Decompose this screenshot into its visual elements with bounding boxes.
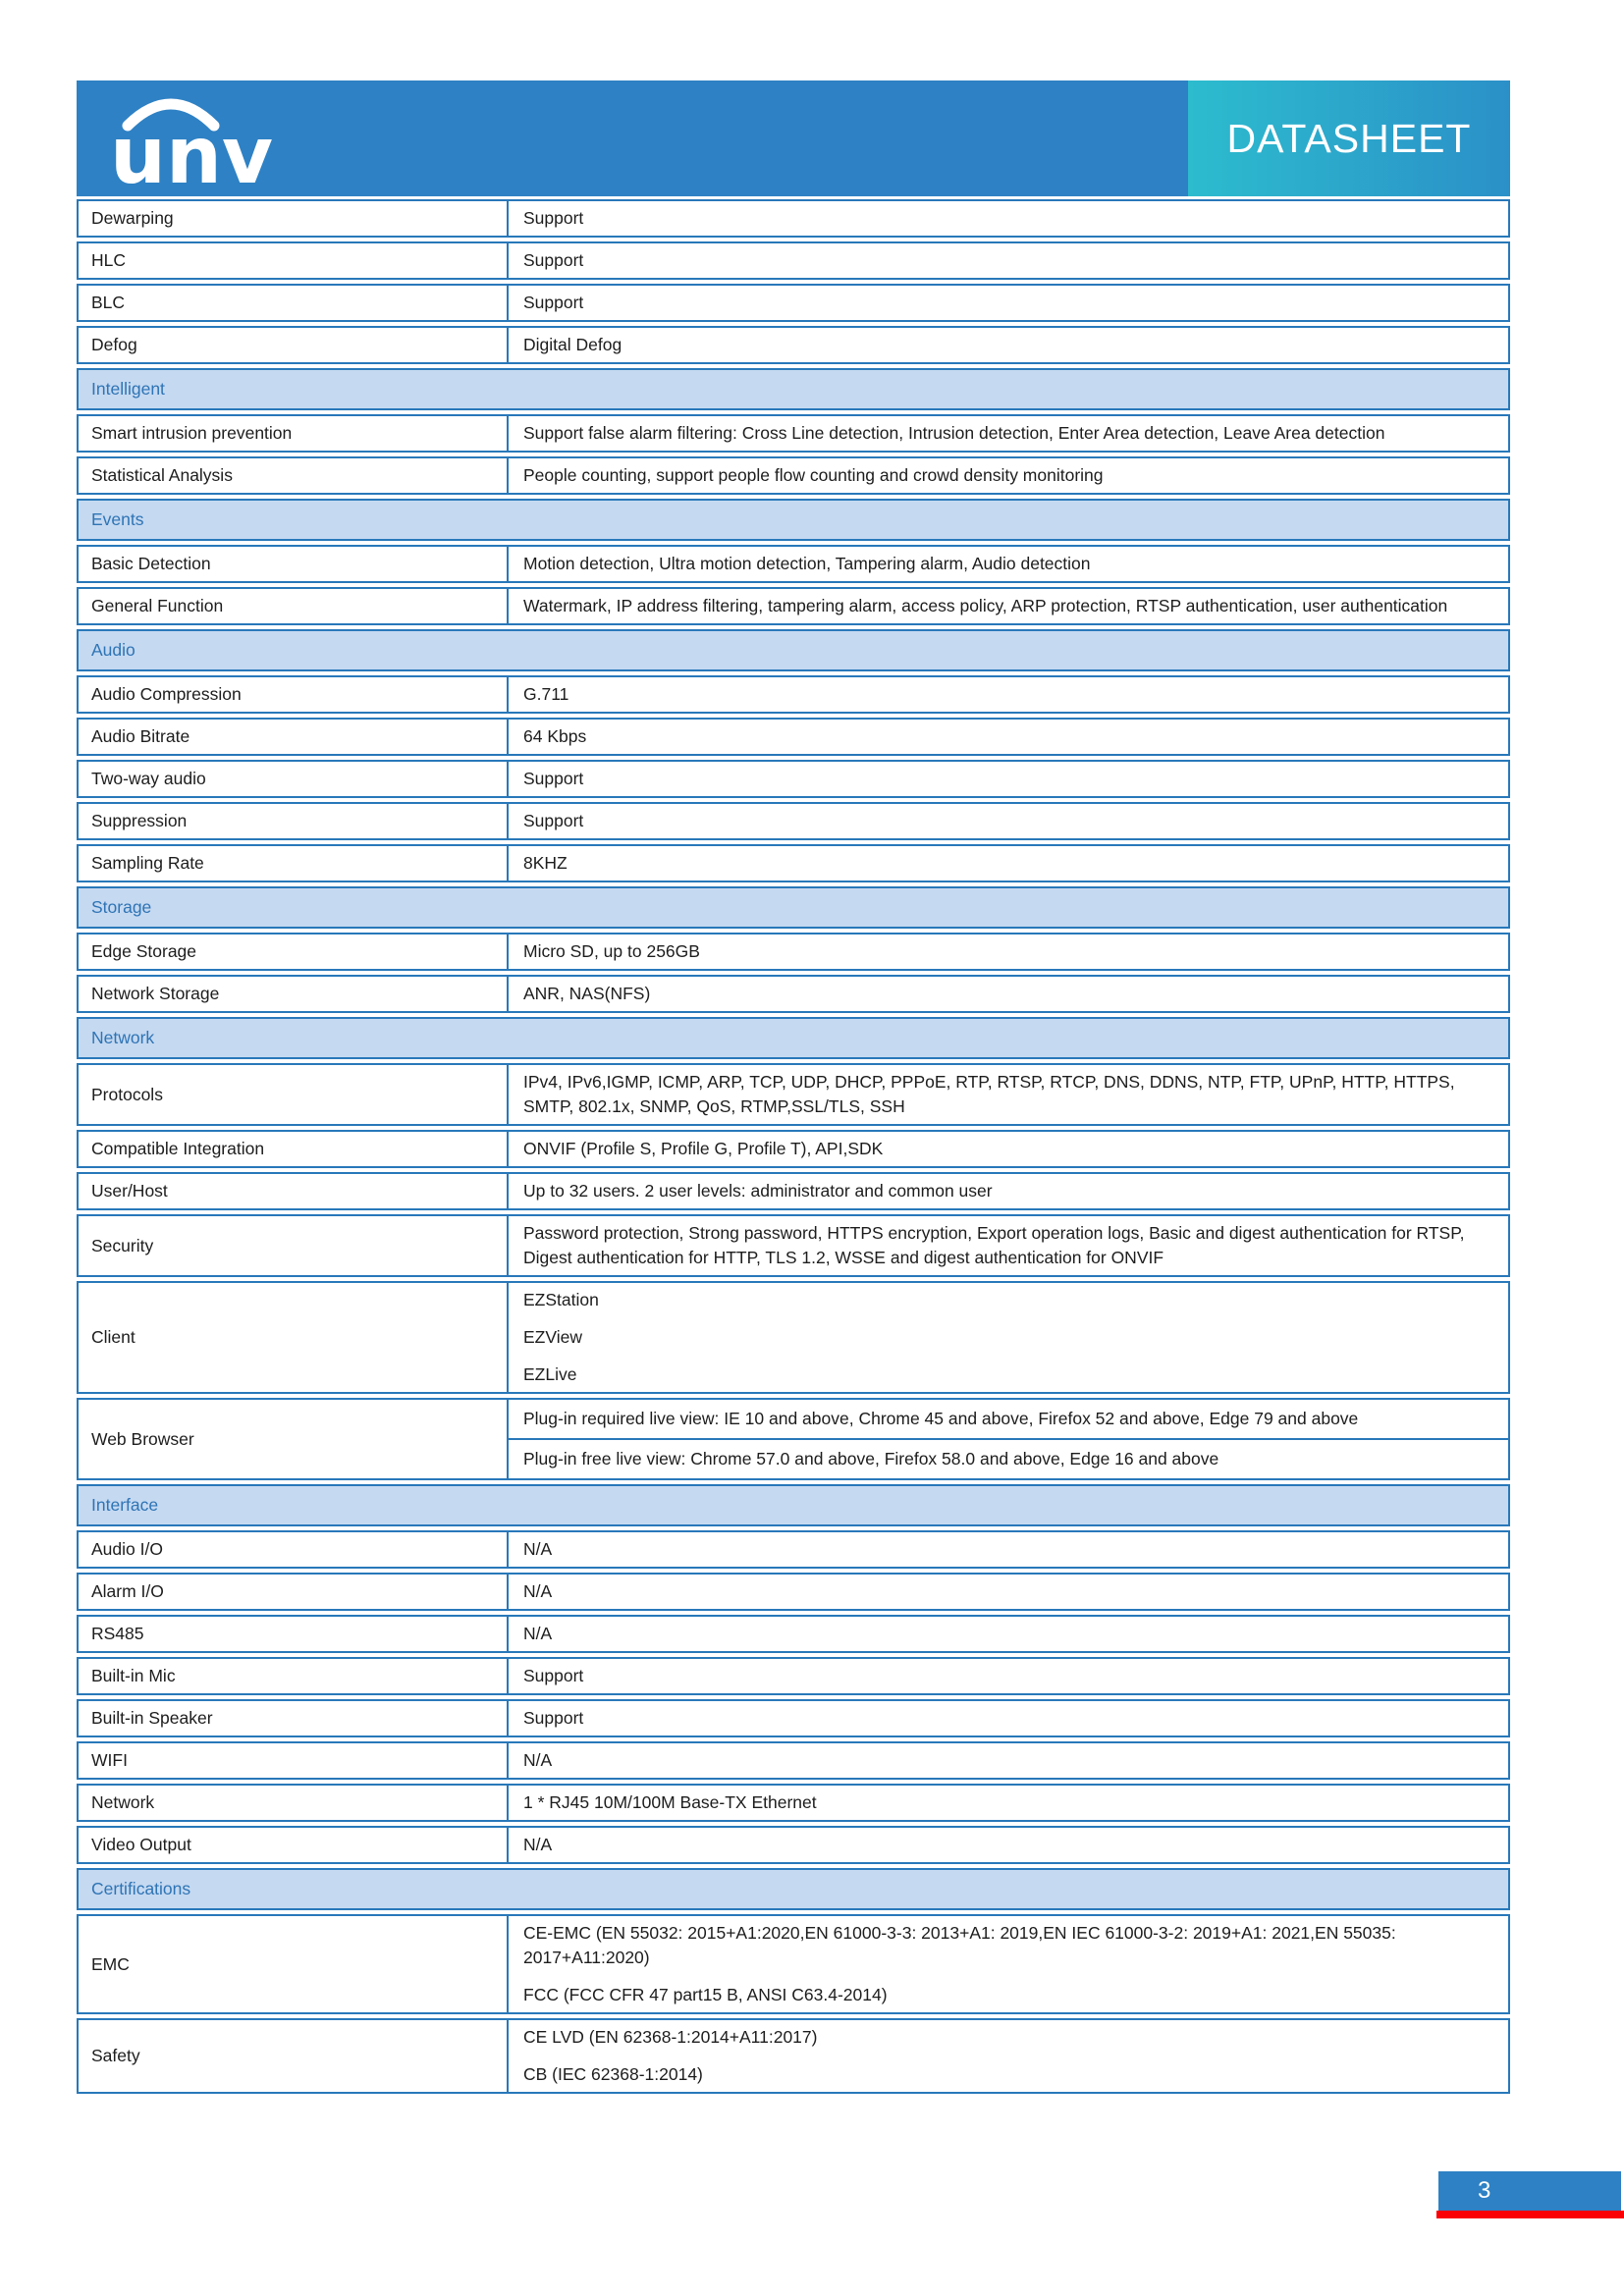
spec-value-text: Support (523, 250, 584, 270)
spec-row (77, 241, 1510, 280)
spec-value-text: FCC (FCC CFR 47 part15 B, ANSI C63.4-2014) (523, 1985, 888, 2004)
spec-value (509, 1916, 1508, 2012)
spec-label (79, 547, 509, 581)
page-header (77, 80, 1510, 196)
spec-value (509, 977, 1508, 1011)
spec-value (509, 1216, 1508, 1275)
section-header-row (77, 499, 1510, 541)
spec-label-text: Sampling Rate (91, 853, 204, 873)
spec-value-text: Support (523, 811, 584, 830)
spec-label-text: Audio Compression (91, 684, 242, 704)
section-title: Interface (91, 1495, 159, 1515)
spec-label-text: Protocols (91, 1084, 163, 1104)
spec-row (77, 1699, 1510, 1737)
spec-value-text: Micro SD, up to 256GB (523, 941, 700, 961)
spec-label-text: General Function (91, 596, 224, 615)
spec-value-text: ANR, NAS(NFS) (523, 984, 651, 1003)
spec-value-text: 8KHZ (523, 853, 568, 873)
spec-label (79, 328, 509, 362)
spec-row (77, 844, 1510, 882)
spec-value-text: EZStation (523, 1290, 599, 1309)
spec-label-text: Compatible Integration (91, 1139, 265, 1158)
spec-label-text: Two-way audio (91, 769, 206, 788)
spec-value (509, 1400, 1508, 1478)
spec-value-text: CE-EMC (EN 55032: 2015+A1:2020,EN 61000-3-3: 2013+A1: 2019,EN IEC 61000-3-2: 2019+A1: 2021,EN 55035: 2017+A11:2020) (523, 1923, 1396, 1967)
spec-label (79, 762, 509, 796)
spec-value-text: N/A (523, 1539, 553, 1559)
spec-label (79, 243, 509, 278)
spec-label (79, 1216, 509, 1275)
spec-label-text: Basic Detection (91, 554, 211, 573)
spec-value-text: CE LVD (EN 62368-1:2014+A11:2017) (523, 2027, 818, 2047)
spec-label-text: Safety (91, 2046, 140, 2065)
spec-row (77, 1914, 1510, 2014)
spec-value-text: Support (523, 769, 584, 788)
spec-label-text: WIFI (91, 1750, 128, 1770)
spec-label (79, 720, 509, 754)
section-title: Audio (91, 640, 135, 660)
spec-value (509, 1743, 1508, 1778)
spec-label-text: Defog (91, 335, 137, 354)
spec-value (509, 720, 1508, 754)
spec-row (77, 1398, 1510, 1480)
section-header-row (77, 1017, 1510, 1059)
spec-label-text: BLC (91, 293, 126, 312)
spec-label-text: Suppression (91, 811, 188, 830)
spec-value (509, 243, 1508, 278)
spec-label-text: Alarm I/O (91, 1581, 164, 1601)
page-number-badge (1438, 2171, 1621, 2211)
spec-row (77, 1657, 1510, 1695)
spec-value (509, 589, 1508, 623)
spec-row (77, 1826, 1510, 1864)
spec-value (509, 286, 1508, 320)
spec-label-text: Web Browser (91, 1428, 194, 1449)
spec-value-text: N/A (523, 1624, 553, 1643)
section-header-row (77, 1484, 1510, 1526)
spec-value-text: Plug-in required live view: IE 10 and above, Chrome 45 and above, Firefox 52 and above, Edge 79 and above (523, 1409, 1359, 1428)
spec-row (77, 1741, 1510, 1780)
section-title: Network (91, 1028, 155, 1047)
spec-row (77, 1172, 1510, 1210)
spec-row (77, 760, 1510, 798)
spec-value-text: N/A (523, 1581, 553, 1601)
spec-value (509, 1532, 1508, 1567)
spec-value (509, 328, 1508, 362)
spec-value (509, 1132, 1508, 1166)
spec-value (509, 934, 1508, 969)
spec-label (79, 1532, 509, 1567)
spec-row (77, 933, 1510, 971)
spec-value (509, 1065, 1508, 1124)
spec-row (77, 1784, 1510, 1822)
unv-logo (96, 92, 322, 190)
section-title: Certifications (91, 1879, 191, 1898)
spec-label (79, 1575, 509, 1609)
spec-value-text: Support (523, 208, 584, 228)
spec-value-text: Support (523, 1708, 584, 1728)
spec-row (77, 414, 1510, 453)
spec-value-text: G.711 (523, 684, 569, 704)
spec-value (509, 1828, 1508, 1862)
section-header-row (77, 1868, 1510, 1910)
spec-value-text: Support (523, 1666, 584, 1685)
spec-row (77, 1281, 1510, 1394)
spec-label-text: Built-in Mic (91, 1666, 176, 1685)
spec-value-text: EZLive (523, 1364, 577, 1384)
spec-label-text: User/Host (91, 1181, 168, 1201)
spec-row (77, 1615, 1510, 1653)
spec-table (77, 199, 1510, 2098)
spec-label (79, 1786, 509, 1820)
spec-label (79, 1659, 509, 1693)
spec-value (509, 1701, 1508, 1735)
spec-label (79, 286, 509, 320)
spec-value-text: Up to 32 users. 2 user levels: administrator and common user (523, 1181, 993, 1201)
spec-value (509, 1283, 1508, 1392)
section-title: Intelligent (91, 379, 165, 399)
spec-value-text: Support (523, 293, 584, 312)
spec-label (79, 1743, 509, 1778)
spec-row (77, 718, 1510, 756)
spec-row (77, 2018, 1510, 2094)
section-title: Storage (91, 897, 152, 917)
spec-label (79, 1617, 509, 1651)
spec-label (79, 2020, 509, 2092)
spec-label (79, 1283, 509, 1392)
spec-row (77, 1530, 1510, 1569)
spec-row (77, 456, 1510, 495)
spec-label (79, 1400, 509, 1478)
spec-value (509, 1575, 1508, 1609)
spec-value-text: 1 * RJ45 10M/100M Base-TX Ethernet (523, 1792, 817, 1812)
spec-label (79, 201, 509, 236)
spec-label (79, 846, 509, 881)
page-number: 3 (1478, 2177, 1491, 2204)
spec-value (509, 846, 1508, 881)
spec-value (509, 677, 1508, 712)
spec-row (77, 199, 1510, 238)
spec-label-text: Audio I/O (91, 1539, 163, 1559)
unv-logo-text: unv (110, 110, 274, 190)
spec-value-text: Plug-in free live view: Chrome 57.0 and above, Firefox 58.0 and above, Edge 16 and above (523, 1449, 1219, 1468)
spec-label-text: Smart intrusion prevention (91, 423, 293, 443)
spec-value-text: Motion detection, Ultra motion detection, Tampering alarm, Audio detection (523, 554, 1091, 573)
spec-label-text: Network (91, 1792, 155, 1812)
spec-label (79, 677, 509, 712)
spec-value-text: ONVIF (Profile S, Profile G, Profile T), API,SDK (523, 1139, 884, 1158)
spec-value-subrow (509, 1400, 1508, 1438)
spec-label (79, 1132, 509, 1166)
spec-value (509, 1617, 1508, 1651)
section-header-row (77, 629, 1510, 671)
spec-label (79, 934, 509, 969)
spec-value-text: Password protection, Strong password, HTTPS encryption, Export operation logs, Basic and digest authentication for RTSP, Digest authentication for HTTP, TLS 1.2, WSSE and digest authentication for ONVIF (523, 1223, 1465, 1267)
spec-row (77, 1573, 1510, 1611)
spec-row (77, 1214, 1510, 1277)
section-header-row (77, 368, 1510, 410)
spec-label-text: Audio Bitrate (91, 726, 190, 746)
spec-label (79, 1701, 509, 1735)
spec-row (77, 802, 1510, 840)
spec-label-text: Built-in Speaker (91, 1708, 213, 1728)
spec-value-text: People counting, support people flow counting and crowd density monitoring (523, 465, 1104, 485)
spec-label-text: Edge Storage (91, 941, 197, 961)
spec-label-text: Statistical Analysis (91, 465, 233, 485)
spec-label-text: EMC (91, 1953, 130, 1974)
spec-row (77, 587, 1510, 625)
spec-label-text: Network Storage (91, 984, 220, 1003)
spec-value (509, 804, 1508, 838)
spec-label (79, 1916, 509, 2012)
spec-value (509, 458, 1508, 493)
spec-value-text: Watermark, IP address filtering, tampering alarm, access policy, ARP protection, RTSP authentication, user authentication (523, 596, 1448, 615)
spec-value-text: N/A (523, 1750, 553, 1770)
section-header-row (77, 886, 1510, 929)
spec-label (79, 804, 509, 838)
spec-value-text: IPv4, IPv6,IGMP, ICMP, ARP, TCP, UDP, DHCP, PPPoE, RTP, RTSP, RTCP, DNS, DDNS, NTP, FTP, UPnP, HTTP, HTTPS, SMTP, 802.1x, SNMP, QoS, RTMP,SSL/TLS, SSH (523, 1072, 1455, 1116)
spec-value-text: N/A (523, 1835, 553, 1854)
spec-value-text: Digital Defog (523, 335, 623, 354)
spec-label (79, 458, 509, 493)
section-title: Events (91, 509, 144, 529)
spec-value-text: CB (IEC 62368-1:2014) (523, 2064, 703, 2084)
footer-red-bar (1436, 2211, 1624, 2218)
spec-label-text: Dewarping (91, 208, 174, 228)
spec-row (77, 975, 1510, 1013)
spec-label (79, 977, 509, 1011)
spec-label-text: Security (91, 1235, 154, 1255)
datasheet-banner (1188, 80, 1510, 196)
spec-label (79, 589, 509, 623)
spec-value (509, 2020, 1508, 2092)
spec-value (509, 1174, 1508, 1208)
spec-value (509, 201, 1508, 236)
spec-value-subrow (509, 1438, 1508, 1478)
spec-row (77, 326, 1510, 364)
spec-label (79, 1174, 509, 1208)
datasheet-banner-label: DATASHEET (1226, 115, 1472, 161)
spec-value (509, 1659, 1508, 1693)
spec-label (79, 1828, 509, 1862)
spec-value-text: EZView (523, 1327, 582, 1347)
spec-value (509, 416, 1508, 451)
spec-row (77, 284, 1510, 322)
spec-row (77, 1063, 1510, 1126)
spec-row (77, 1130, 1510, 1168)
spec-value-text: 64 Kbps (523, 726, 587, 746)
spec-label-text: HLC (91, 250, 127, 270)
spec-value (509, 762, 1508, 796)
spec-row (77, 675, 1510, 714)
spec-value (509, 547, 1508, 581)
spec-label-text: RS485 (91, 1624, 144, 1643)
spec-value-text: Support false alarm filtering: Cross Line detection, Intrusion detection, Enter Area detection, Leave Area detection (523, 423, 1385, 443)
spec-row (77, 545, 1510, 583)
spec-label-text: Client (91, 1327, 135, 1347)
spec-label (79, 1065, 509, 1124)
spec-value (509, 1786, 1508, 1820)
spec-label-text: Video Output (91, 1835, 191, 1854)
spec-label (79, 416, 509, 451)
